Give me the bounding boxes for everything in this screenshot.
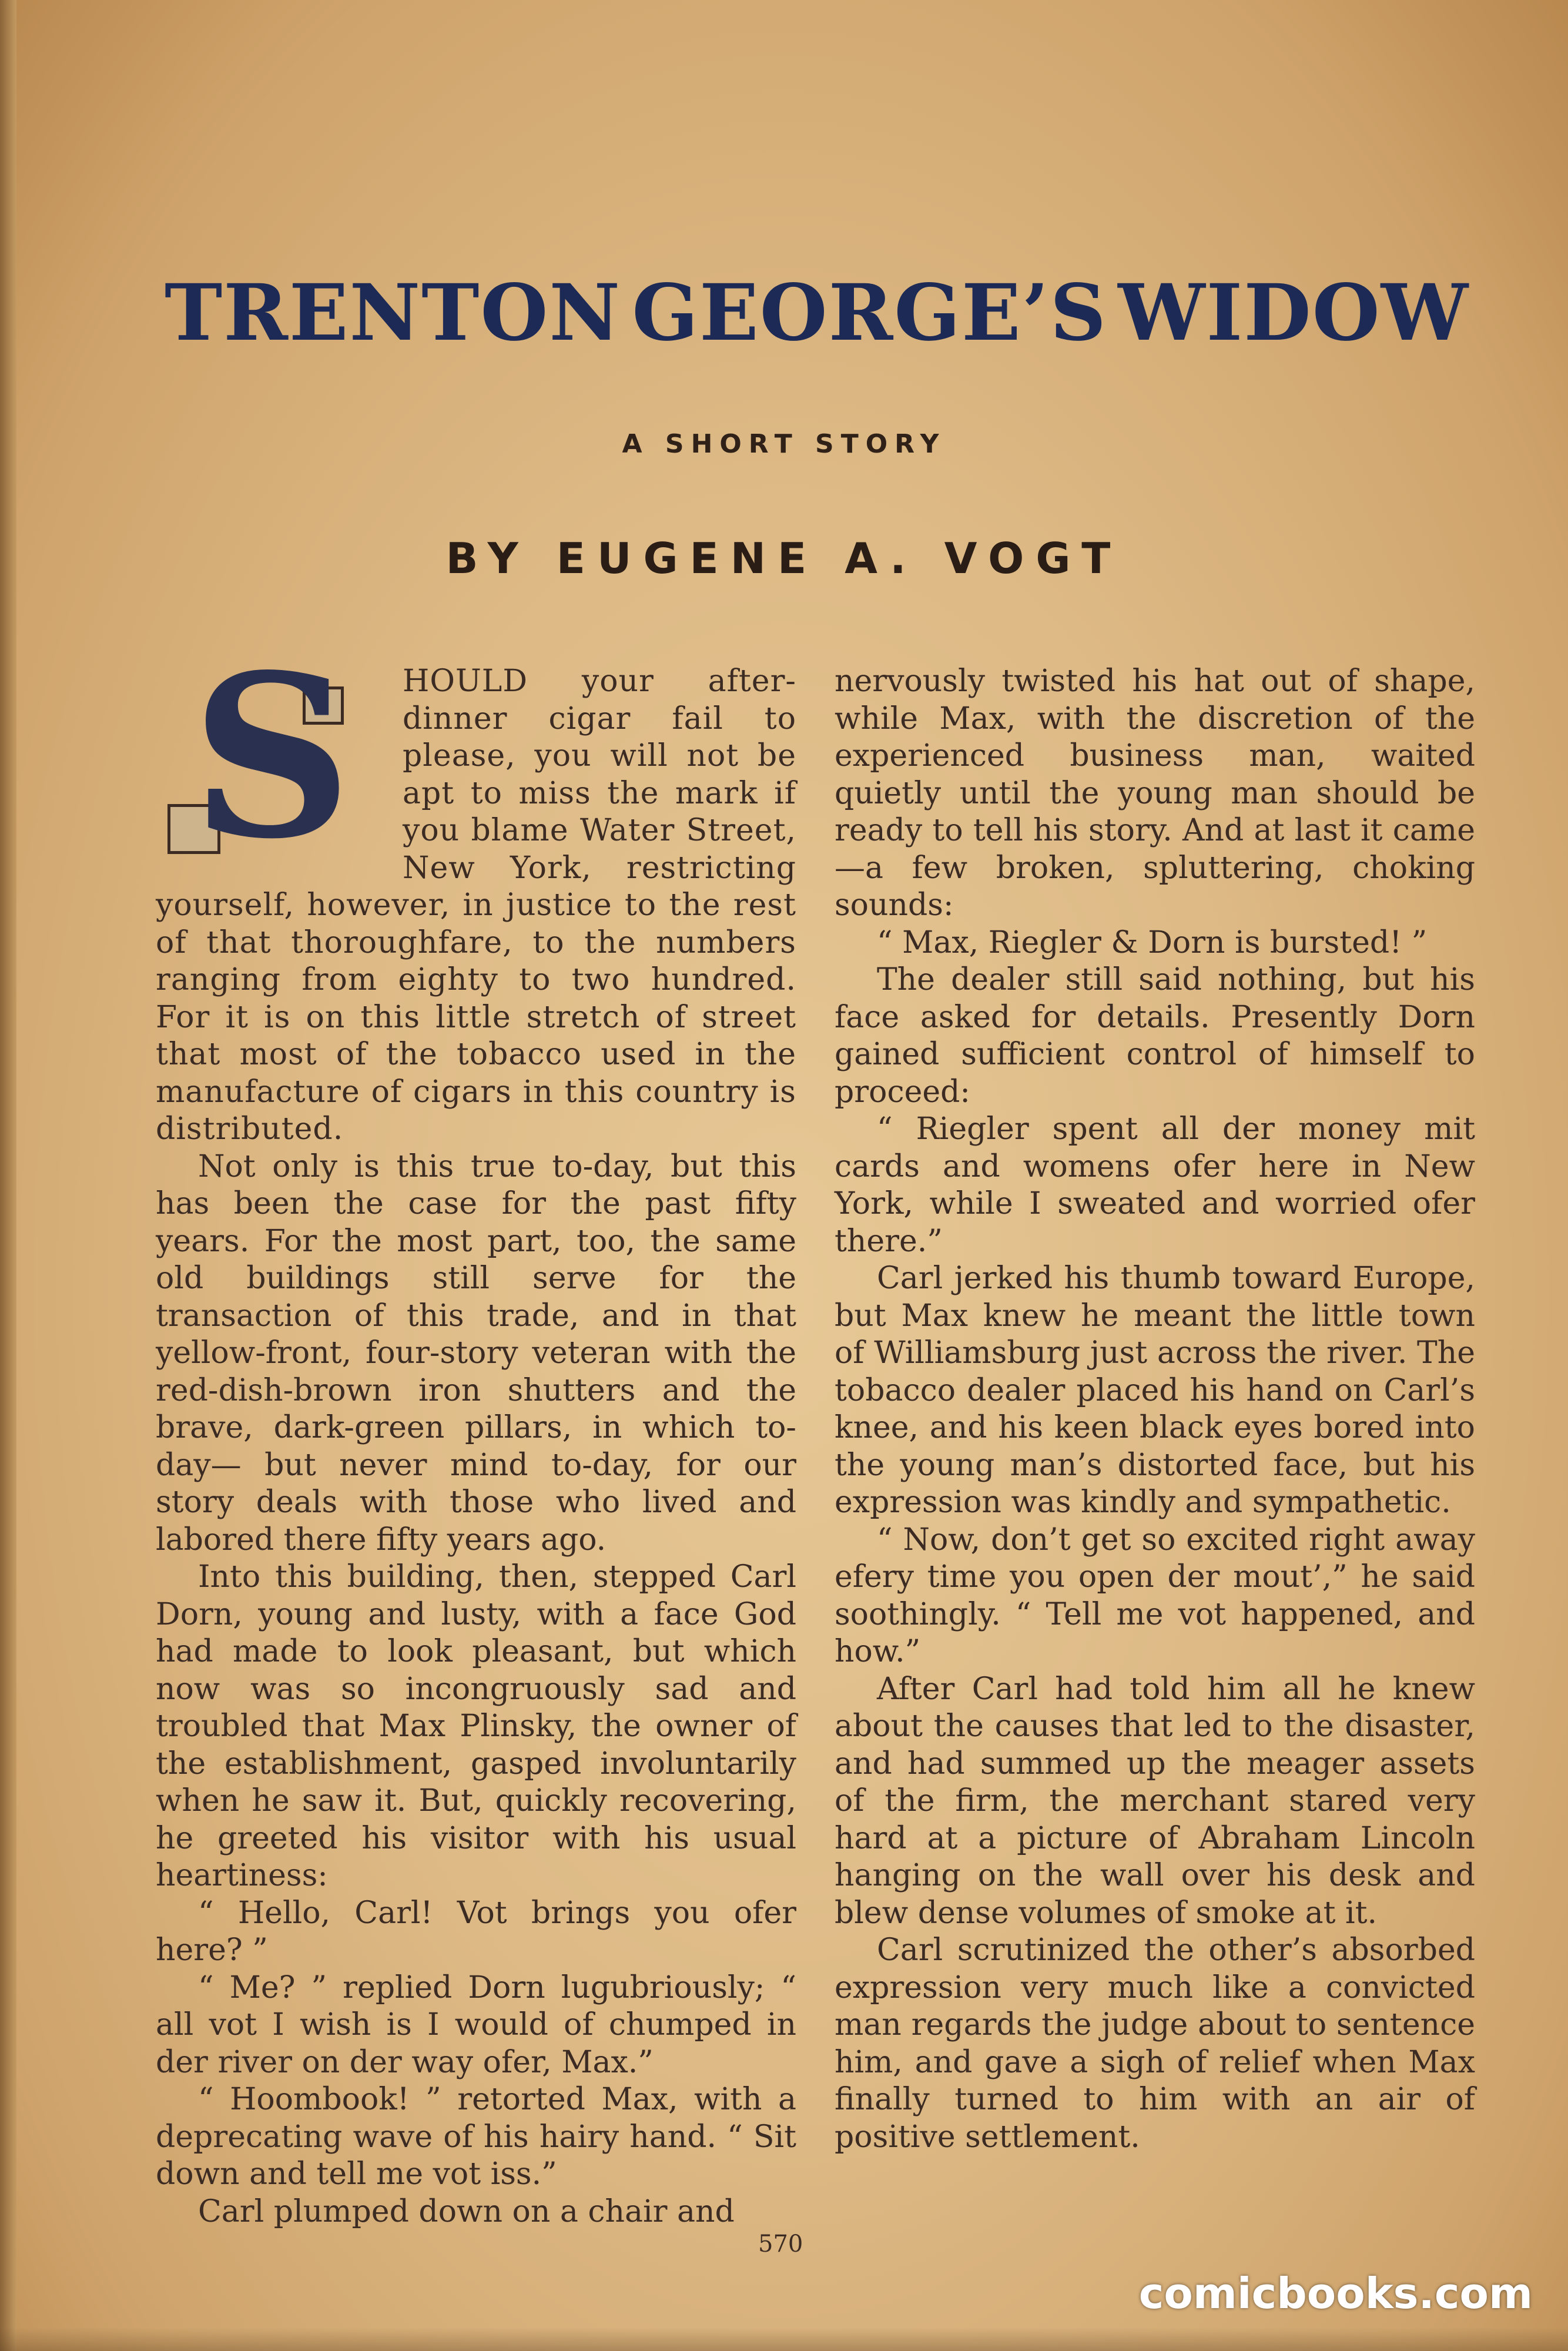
paragraph: “ Riegler spent all der money mit cards and womens ofer here in New York, while I sweated and worried ofer there.” xyxy=(835,1111,1475,1259)
story-title xyxy=(165,267,1469,359)
paragraph: “ Now, don’t get so excited right away efery time you open der mout’,” he said soothingly. “ Tell me vot happened, and how.” xyxy=(835,1522,1475,1669)
paragraph: nervously twisted his hat out of shape, while Max, with the discretion of the experienced business man, waited quietly until the young man should be ready to tell his story. And at last it came—a few broken, spluttering, choking sounds: xyxy=(835,664,1475,923)
paragraph: Into this building, then, stepped Carl Dorn, young and lusty, with a face God had made to look pleasant, but which now was so incongruously sad and troubled that Max Plinsky, the owner of the establishment, gasped involuntarily when he saw it. But, quickly recovering, he greeted his visitor with his usual heartiness: xyxy=(156,1559,796,1893)
paragraph: “ Hello, Carl! Vot brings you ofer here? ” xyxy=(156,1895,796,1968)
title-word-2: GEORGE’S xyxy=(632,267,1108,359)
paragraph: “ Max, Riegler & Dorn is bursted! ” xyxy=(877,925,1428,960)
site-watermark: comicbooks.com xyxy=(1138,2269,1533,2318)
page-number: 570 xyxy=(758,2231,803,2258)
drop-cap-letter: S xyxy=(191,625,353,888)
paragraph: Carl plumped down on a chair and xyxy=(198,2193,735,2229)
paragraph: After Carl had told him all he knew about the causes that led to the disaster, and had summed up the meager assets of the firm, the merchant stared very hard at a picture of Abraham Lincoln hanging on the wall over his desk and blew dense volumes of smoke at it. xyxy=(835,1671,1475,1931)
paragraph: HOULD your after-dinner cigar fail to please, you will not be apt to miss the mark if you blame Water Street, New York, restricting yourself, however, in justice to the rest of that thoroughfare, to the numbers ranging from eighty to two hundred. For it is on this little stretch of street that most of the tobacco used in the manufacture of cigars in this country is distributed. xyxy=(156,664,796,1147)
text-column-right xyxy=(835,663,1475,2156)
paragraph: “ Hoombook! ” retorted Max, with a deprecating wave of his hairy hand. “ Sit down and tell me vot iss.” xyxy=(156,2082,796,2192)
title-word-1: TRENTON xyxy=(165,267,622,359)
story-subtitle: A SHORT STORY xyxy=(622,429,946,459)
title-word-3: WIDOW xyxy=(1118,267,1469,359)
page-spine-edge xyxy=(0,0,16,2351)
text-column-left xyxy=(156,625,796,2231)
ornamental-drop-cap xyxy=(156,625,386,888)
paragraph: “ Me? ” replied Dorn lugubriously; “ all vot I wish is I would of chumped in der river on der way ofer, Max.” xyxy=(156,1970,796,2080)
paragraph: Carl scrutinized the other’s absorbed expression very much like a convicted man regards the judge about to sentence him, and gave a sigh of relief when Max finally turned to him with an air of positive settlement. xyxy=(835,1933,1475,2155)
paragraph: Not only is this true to-day, but this has been the case for the past fifty years. For the most part, too, the same old buildings still serve for the transaction of this trade, and in that yellow-front, four-story veteran with the red-dish-brown iron shutters and the brave, dark-green pillars, in which to-day— but never mind to-day, for our story deals with those who lived and labored there fifty years ago. xyxy=(156,1148,796,1558)
author-byline: BY EUGENE A. VOGT xyxy=(445,534,1123,583)
page-bottom-shadow xyxy=(0,2327,1568,2351)
paragraph: Carl jerked his thumb toward Europe, but Max knew he meant the little town of Williamsburg just across the river. The tobacco dealer placed his hand on Carl’s knee, and his keen black eyes bored into the young man’s distorted face, but his expression was kindly and sympathetic. xyxy=(835,1261,1475,1520)
paragraph: The dealer still said nothing, but his face asked for details. Presently Dorn gained sufficient control of himself to proceed: xyxy=(835,962,1475,1110)
